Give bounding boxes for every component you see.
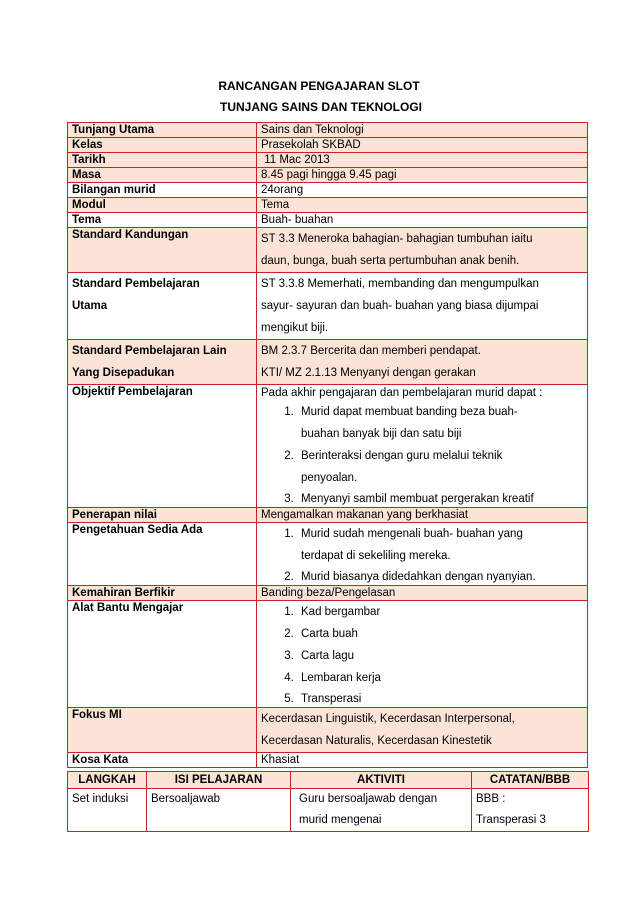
- catatan-line-2: Transperasi 3: [476, 814, 546, 826]
- value-kemahiran: Banding beza/Pengelasan: [257, 586, 588, 601]
- value-pengetahuan: [257, 523, 588, 586]
- sp-line-2: sayur- sayuran dan buah- buahan yang biasa dijumpai: [261, 300, 539, 312]
- label-nilai: Penerapan nilai: [68, 508, 257, 523]
- header-isi: ISI PELAJARAN: [147, 772, 291, 789]
- value-standard-lain: [257, 340, 588, 385]
- cell-aktiviti: [291, 789, 472, 832]
- value-kelas: Prasekolah SKBAD: [257, 138, 588, 153]
- spl-line-2: KTI/ MZ 2.1.13 Menyanyi dengan gerakan: [261, 367, 476, 379]
- value-standard-kandungan: [257, 228, 588, 273]
- aktiviti-line-2: murid mengenai: [299, 814, 382, 826]
- pengetahuan-list: [261, 523, 583, 585]
- list-item: 4. Lembaran kerja: [297, 667, 583, 689]
- row-tema: [68, 213, 588, 228]
- label-standard-kandungan: Standard Kandungan: [68, 228, 257, 273]
- sk-line-1: ST 3.3 Meneroka bahagian- bahagian tumbuhan iaitu: [261, 233, 533, 245]
- row-kosa: [68, 753, 588, 768]
- title-line-2: TUNJANG SAINS DAN TEKNOLOGI: [219, 100, 422, 114]
- sk-line-2: daun, bunga, buah serta pertumbuhan anak benih.: [261, 255, 520, 267]
- steps-header-row: [68, 772, 589, 789]
- header-langkah: LANGKAH: [68, 772, 147, 789]
- label-standard-lain: [68, 340, 257, 385]
- label-pengetahuan: Pengetahuan Sedia Ada: [68, 523, 257, 586]
- row-tarikh: [68, 153, 588, 168]
- row-abm: [68, 601, 588, 708]
- sp-line-3: mengikut biji.: [261, 322, 329, 334]
- row-modul: [68, 198, 588, 213]
- cell-langkah: Set induksi: [68, 789, 147, 832]
- label-tarikh: Tarikh: [68, 153, 257, 168]
- title-line-1: RANCANGAN PENGAJARAN SLOT: [218, 79, 420, 93]
- value-bilangan: 24orang: [257, 183, 588, 198]
- sp-label-line-2: Utama: [72, 300, 108, 312]
- row-tunjang: [68, 123, 588, 138]
- aktiviti-line-1: Guru bersoaljawab dengan: [299, 793, 438, 805]
- row-pengetahuan: [68, 523, 588, 586]
- label-kemahiran: Kemahiran Berfikir: [68, 586, 257, 601]
- abm-list: [261, 601, 583, 707]
- row-standard-kandungan: [68, 228, 588, 273]
- table-row: [68, 789, 589, 832]
- spl-label-line-2: Yang Disepadukan: [72, 367, 175, 379]
- row-kemahiran: [68, 586, 588, 601]
- label-tunjang: Tunjang Utama: [68, 123, 257, 138]
- fokus-line-1: Kecerdasan Linguistik, Kecerdasan Interpersonal,: [261, 713, 515, 725]
- value-modul: Tema: [257, 198, 588, 213]
- list-item: 3. Menyanyi sambil membuat pergerakan kreatif: [297, 491, 583, 507]
- header-catatan: CATATAN/BBB: [472, 772, 589, 789]
- label-tema: Tema: [68, 213, 257, 228]
- value-abm: [257, 601, 588, 708]
- list-item: 1. Murid sudah mengenali buah- buahan yang terdapat di sekeliling mereka.: [297, 523, 583, 567]
- objektif-intro: Pada akhir pengajaran dan pembelajaran murid dapat :: [261, 387, 543, 399]
- row-fokus: [68, 708, 588, 753]
- value-kosa: Khasiat: [257, 753, 588, 768]
- row-nilai: [68, 508, 588, 523]
- header-aktiviti: AKTIVITI: [291, 772, 472, 789]
- value-tema: Buah- buahan: [257, 213, 588, 228]
- value-tunjang: Sains dan Teknologi: [257, 123, 588, 138]
- value-fokus: [257, 708, 588, 753]
- list-item: 3. Carta lagu: [297, 645, 583, 667]
- spl-line-1: BM 2.3.7 Bercerita dan memberi pendapat.: [261, 345, 481, 357]
- label-masa: Masa: [68, 168, 257, 183]
- label-abm: Alat Bantu Mengajar: [68, 601, 257, 708]
- objektif-list: [261, 401, 583, 507]
- value-masa: 8.45 pagi hingga 9.45 pagi: [257, 168, 588, 183]
- spl-label-line-1: Standard Pembelajaran Lain: [72, 345, 227, 357]
- steps-table: [67, 771, 589, 832]
- row-objektif: [68, 385, 588, 508]
- label-objektif: Objektif Pembelajaran: [68, 385, 257, 508]
- list-item: 2. Carta buah: [297, 623, 583, 645]
- sp-line-1: ST 3.3.8 Memerhati, membanding dan mengumpulkan: [261, 278, 539, 290]
- row-masa: [68, 168, 588, 183]
- cell-catatan: [472, 789, 589, 832]
- fokus-line-2: Kecerdasan Naturalis, Kecerdasan Kinestetik: [261, 735, 492, 747]
- list-item: 5. Transperasi: [297, 691, 583, 707]
- label-bilangan: Bilangan murid: [68, 183, 257, 198]
- catatan-line-1: BBB :: [476, 793, 506, 805]
- info-table: [67, 122, 588, 768]
- value-standard-pembelajaran: [257, 273, 588, 340]
- value-objektif: [257, 385, 588, 508]
- list-item: 2. Murid biasanya didedahkan dengan nyanyian.: [297, 569, 583, 585]
- row-bilangan: [68, 183, 588, 198]
- value-tarikh: 11 Mac 2013: [257, 153, 588, 168]
- list-item: 1. Murid dapat membuat banding beza buah- buahan banyak biji dan satu biji: [297, 401, 583, 445]
- label-kosa: Kosa Kata: [68, 753, 257, 768]
- row-standard-lain: [68, 340, 588, 385]
- label-standard-pembelajaran: [68, 273, 257, 340]
- cell-isi: Bersoaljawab: [147, 789, 291, 832]
- row-kelas: [68, 138, 588, 153]
- label-fokus: Fokus MI: [68, 708, 257, 753]
- value-nilai: Mengamalkan makanan yang berkhasiat: [257, 508, 588, 523]
- list-item: 2. Berinteraksi dengan guru melalui teknik penyoalan.: [297, 445, 583, 489]
- list-item: 1. Kad bergambar: [297, 601, 583, 623]
- row-standard-pembelajaran: [68, 273, 588, 340]
- label-kelas: Kelas: [68, 138, 257, 153]
- label-modul: Modul: [68, 198, 257, 213]
- sp-label-line-1: Standard Pembelajaran: [72, 278, 200, 290]
